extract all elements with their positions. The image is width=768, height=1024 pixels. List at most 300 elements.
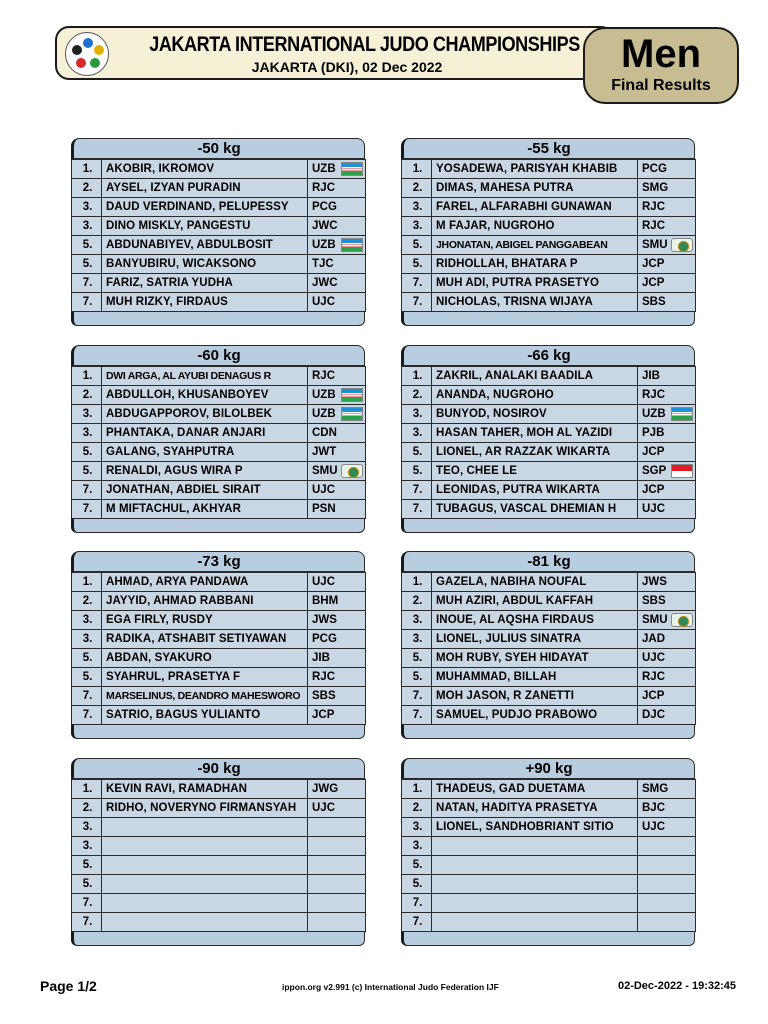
athlete-name-cell (432, 837, 638, 856)
country-cell (638, 687, 696, 706)
table-row (402, 630, 696, 649)
table-row (402, 160, 696, 179)
country-code: PCG (312, 632, 337, 645)
country-cell (308, 160, 366, 179)
country-cell (638, 160, 696, 179)
rank-cell: 5. (402, 255, 432, 274)
gender-title: Men (621, 32, 701, 76)
country-code: PCG (642, 162, 667, 175)
weight-category-title: -60 kg (71, 345, 365, 366)
table-row (72, 706, 366, 725)
country-code: JCP (642, 445, 665, 458)
country-cell (308, 649, 366, 668)
table-row (402, 875, 696, 894)
table-row (402, 236, 696, 255)
athlete-name-cell: RIDHO, NOVERYNO FIRMANSYAH (102, 799, 308, 818)
country-cell (638, 386, 696, 405)
table-row (402, 367, 696, 386)
table-row (402, 611, 696, 630)
results-table (71, 159, 366, 312)
athlete-name-cell: BUNYOD, NOSIROV (432, 405, 638, 424)
athlete-name-cell: GALANG, SYAHPUTRA (102, 443, 308, 462)
athlete-name-cell: MOH JASON, R ZANETTI (432, 687, 638, 706)
rank-cell: 5. (72, 443, 102, 462)
country-cell (308, 198, 366, 217)
ijf-logo-icon (65, 32, 109, 76)
country-code: JWC (312, 276, 338, 289)
table-row (402, 592, 696, 611)
rank-cell: 5. (72, 236, 102, 255)
country-cell (638, 293, 696, 312)
category-block (401, 551, 695, 739)
results-table (401, 366, 696, 519)
country-code: JIB (312, 651, 330, 664)
table-row (72, 500, 366, 519)
country-code: UJC (312, 575, 336, 588)
country-cell (638, 367, 696, 386)
table-row (402, 179, 696, 198)
athlete-name-cell: EGA FIRLY, RUSDY (102, 611, 308, 630)
country-cell (308, 668, 366, 687)
rank-cell: 3. (72, 198, 102, 217)
athlete-name-cell: ABDULLOH, KHUSANBOYEV (102, 386, 308, 405)
rank-cell: 7. (402, 913, 432, 932)
uzb-flag-icon (341, 407, 363, 421)
athlete-name-cell: ZAKRIL, ANALAKI BAADILA (432, 367, 638, 386)
weight-category-title: +90 kg (401, 758, 695, 779)
athlete-name-cell: LIONEL, SANDHOBRIANT SITIO (432, 818, 638, 837)
table-row (72, 649, 366, 668)
country-cell (638, 630, 696, 649)
table-row (402, 481, 696, 500)
table-row (72, 424, 366, 443)
rank-cell: 7. (402, 894, 432, 913)
country-cell (638, 780, 696, 799)
country-cell (638, 179, 696, 198)
rank-cell: 1. (72, 160, 102, 179)
rank-cell: 3. (72, 837, 102, 856)
athlete-name-cell: M MIFTACHUL, AKHYAR (102, 500, 308, 519)
table-row (72, 780, 366, 799)
table-row (72, 443, 366, 462)
country-cell (638, 875, 696, 894)
country-cell (638, 500, 696, 519)
table-row (402, 217, 696, 236)
country-cell (638, 913, 696, 932)
country-cell (638, 198, 696, 217)
country-cell (308, 367, 366, 386)
category-block (71, 551, 365, 739)
gender-badge (583, 27, 739, 104)
country-cell (308, 293, 366, 312)
weight-category-title: -55 kg (401, 138, 695, 159)
country-code: SMU (642, 613, 668, 626)
country-code: JWS (642, 575, 667, 588)
country-cell (308, 481, 366, 500)
rank-cell: 5. (402, 236, 432, 255)
rank-cell: 5. (72, 649, 102, 668)
country-cell (638, 668, 696, 687)
event-subtitle: JAKARTA (DKI), 02 Dec 2022 (251, 59, 443, 75)
country-code: SMU (642, 238, 668, 251)
table-row (402, 668, 696, 687)
table-row (72, 573, 366, 592)
table-row (402, 255, 696, 274)
athlete-name-cell: TEO, CHEE LE (432, 462, 638, 481)
results-table (401, 779, 696, 932)
athlete-name-cell: AHMAD, ARYA PANDAWA (102, 573, 308, 592)
country-code: JCP (642, 483, 665, 496)
table-row (402, 894, 696, 913)
country-cell (308, 611, 366, 630)
country-code: UZB (642, 407, 666, 420)
country-code: RJC (312, 181, 336, 194)
table-row (402, 274, 696, 293)
copyright: ippon.org v2.991 (c) International Judo Federation IJF (282, 982, 499, 992)
country-code: RJC (642, 219, 666, 232)
country-code: SMG (642, 181, 669, 194)
country-cell (308, 630, 366, 649)
country-code: UJC (312, 483, 336, 496)
athlete-name-cell (432, 913, 638, 932)
athlete-name-cell (102, 818, 308, 837)
rank-cell: 7. (72, 481, 102, 500)
athlete-name-cell: DIMAS, MAHESA PUTRA (432, 179, 638, 198)
category-block-footer (401, 519, 695, 533)
rank-cell: 7. (72, 894, 102, 913)
rank-cell: 7. (72, 293, 102, 312)
rank-cell: 3. (72, 424, 102, 443)
table-row (402, 293, 696, 312)
weight-category-title: -66 kg (401, 345, 695, 366)
smu-flag-icon (671, 238, 693, 252)
athlete-name-cell: THADEUS, GAD DUETAMA (432, 780, 638, 799)
rank-cell: 2. (72, 592, 102, 611)
athlete-name-cell: ABDAN, SYAKURO (102, 649, 308, 668)
rank-cell: 1. (72, 367, 102, 386)
country-cell (638, 573, 696, 592)
athlete-name-cell: RADIKA, ATSHABIT SETIYAWAN (102, 630, 308, 649)
rank-cell: 1. (402, 573, 432, 592)
country-code: UJC (312, 295, 336, 308)
category-block-footer (71, 725, 365, 739)
table-row (402, 405, 696, 424)
country-cell (308, 592, 366, 611)
athlete-name-cell: MUH AZIRI, ABDUL KAFFAH (432, 592, 638, 611)
country-cell (638, 236, 696, 255)
table-row (72, 592, 366, 611)
table-row (72, 481, 366, 500)
category-block (401, 758, 695, 946)
country-code: BJC (642, 801, 666, 814)
athlete-name-cell: AKOBIR, IKROMOV (102, 160, 308, 179)
table-row (72, 179, 366, 198)
athlete-name-cell: FAREL, ALFARABHI GUNAWAN (432, 198, 638, 217)
country-code: JWS (312, 613, 337, 626)
rank-cell: 1. (402, 160, 432, 179)
table-row (72, 837, 366, 856)
category-block (71, 345, 365, 533)
table-row (402, 386, 696, 405)
table-row (72, 818, 366, 837)
smu-flag-icon (341, 464, 363, 478)
athlete-name-cell: NATAN, HADITYA PRASETYA (432, 799, 638, 818)
rank-cell: 3. (402, 405, 432, 424)
table-row (72, 217, 366, 236)
rank-cell: 3. (402, 611, 432, 630)
athlete-name-cell: MUHAMMAD, BILLAH (432, 668, 638, 687)
table-row (72, 293, 366, 312)
country-cell (308, 236, 366, 255)
category-block-footer (71, 519, 365, 533)
athlete-name-cell: PHANTAKA, DANAR ANJARI (102, 424, 308, 443)
table-row (402, 799, 696, 818)
weight-category-title: -81 kg (401, 551, 695, 572)
rank-cell: 3. (402, 630, 432, 649)
athlete-name-cell: RIDHOLLAH, BHATARA P (432, 255, 638, 274)
athlete-name-cell: LIONEL, JULIUS SINATRA (432, 630, 638, 649)
table-row (402, 424, 696, 443)
athlete-name-cell: MUH RIZKY, FIRDAUS (102, 293, 308, 312)
athlete-name-cell: SYAHRUL, PRASETYA F (102, 668, 308, 687)
country-code: RJC (642, 388, 666, 401)
country-code: CDN (312, 426, 337, 439)
rank-cell: 5. (402, 668, 432, 687)
rank-cell: 5. (72, 668, 102, 687)
rank-cell: 1. (402, 367, 432, 386)
country-code: UJC (312, 801, 336, 814)
athlete-name-cell (432, 856, 638, 875)
sgp-flag-icon (671, 464, 693, 478)
country-cell (308, 274, 366, 293)
category-block-footer (401, 725, 695, 739)
country-cell (308, 894, 366, 913)
country-code: UJC (642, 502, 666, 515)
table-row (72, 274, 366, 293)
timestamp: 02-Dec-2022 - 19:32:45 (617, 980, 736, 992)
table-row (72, 367, 366, 386)
rank-cell: 7. (402, 481, 432, 500)
category-block (401, 138, 695, 326)
table-row (72, 799, 366, 818)
country-cell (308, 837, 366, 856)
country-code: UZB (312, 238, 336, 251)
uzb-flag-icon (341, 388, 363, 402)
rank-cell: 3. (72, 217, 102, 236)
rank-cell: 3. (402, 198, 432, 217)
table-row (72, 630, 366, 649)
results-table (401, 159, 696, 312)
rank-cell: 7. (72, 913, 102, 932)
rank-cell: 5. (402, 856, 432, 875)
athlete-name-cell: NICHOLAS, TRISNA WIJAYA (432, 293, 638, 312)
athlete-name-cell: FARIZ, SATRIA YUDHA (102, 274, 308, 293)
rank-cell: 1. (72, 573, 102, 592)
weight-category-title: -73 kg (71, 551, 365, 572)
table-row (402, 462, 696, 481)
country-cell (638, 818, 696, 837)
rank-cell: 3. (402, 818, 432, 837)
country-code: SBS (312, 689, 336, 702)
country-cell (638, 894, 696, 913)
country-code: RJC (642, 200, 666, 213)
rank-cell: 2. (402, 592, 432, 611)
athlete-name-cell (102, 894, 308, 913)
country-cell (638, 424, 696, 443)
country-cell (308, 462, 366, 481)
results-type: Final Results (611, 77, 711, 94)
athlete-name-cell: ABDUGAPPOROV, BILOLBEK (102, 405, 308, 424)
table-row (72, 160, 366, 179)
country-cell (308, 818, 366, 837)
athlete-name-cell: LEONIDAS, PUTRA WIKARTA (432, 481, 638, 500)
athlete-name-cell: RENALDI, AGUS WIRA P (102, 462, 308, 481)
athlete-name-cell: GAZELA, NABIHA NOUFAL (432, 573, 638, 592)
rank-cell: 1. (402, 780, 432, 799)
rank-cell: 3. (402, 837, 432, 856)
athlete-name-cell: DAUD VERDINAND, PELUPESSY (102, 198, 308, 217)
table-row (402, 706, 696, 725)
country-cell (308, 217, 366, 236)
table-row (72, 198, 366, 217)
athlete-name-cell: SATRIO, BAGUS YULIANTO (102, 706, 308, 725)
table-row (72, 386, 366, 405)
table-row (72, 913, 366, 932)
country-cell (638, 481, 696, 500)
country-cell (308, 500, 366, 519)
athlete-name-cell: JAYYID, AHMAD RABBANI (102, 592, 308, 611)
rank-cell: 2. (72, 799, 102, 818)
country-code: JWT (312, 445, 337, 458)
rank-cell: 7. (402, 706, 432, 725)
athlete-name-cell: JHONATAN, ABIGEL PANGGABEAN (432, 236, 638, 255)
uzb-flag-icon (341, 238, 363, 252)
country-cell (308, 687, 366, 706)
country-cell (308, 913, 366, 932)
rank-cell: 2. (72, 386, 102, 405)
rank-cell: 2. (402, 179, 432, 198)
table-row (402, 780, 696, 799)
table-row (402, 913, 696, 932)
table-row (402, 500, 696, 519)
country-cell (308, 875, 366, 894)
athlete-name-cell: YOSADEWA, PARISYAH KHABIB (432, 160, 638, 179)
country-code: JCP (642, 689, 665, 702)
table-row (402, 687, 696, 706)
table-row (72, 668, 366, 687)
rank-cell: 7. (72, 500, 102, 519)
rank-cell: 5. (402, 443, 432, 462)
table-row (402, 649, 696, 668)
country-cell (638, 799, 696, 818)
rank-cell: 1. (72, 780, 102, 799)
rank-cell: 3. (72, 611, 102, 630)
rank-cell: 7. (402, 687, 432, 706)
category-block-footer (401, 312, 695, 326)
rank-cell: 5. (72, 462, 102, 481)
country-code: TJC (312, 257, 334, 270)
country-cell (638, 837, 696, 856)
rank-cell: 7. (402, 293, 432, 312)
country-cell (308, 443, 366, 462)
country-code: PCG (312, 200, 337, 213)
rank-cell: 5. (402, 875, 432, 894)
table-row (402, 818, 696, 837)
athlete-name-cell (432, 875, 638, 894)
country-code: SGP (642, 464, 667, 477)
table-row (402, 198, 696, 217)
country-cell (308, 424, 366, 443)
category-block-footer (71, 932, 365, 946)
country-code: RJC (312, 369, 336, 382)
athlete-name-cell (102, 837, 308, 856)
country-code: UZB (312, 162, 336, 175)
athlete-name-cell: ANANDA, NUGROHO (432, 386, 638, 405)
country-code: JAD (642, 632, 666, 645)
rank-cell: 5. (402, 462, 432, 481)
country-cell (308, 255, 366, 274)
country-cell (638, 274, 696, 293)
athlete-name-cell (102, 856, 308, 875)
athlete-name-cell: INOUE, AL AQSHA FIRDAUS (432, 611, 638, 630)
category-block (71, 138, 365, 326)
rank-cell: 3. (402, 217, 432, 236)
category-block (71, 758, 365, 946)
country-cell (638, 443, 696, 462)
rank-cell: 7. (72, 687, 102, 706)
country-code: RJC (642, 670, 666, 683)
country-cell (638, 649, 696, 668)
athlete-name-cell: MOH RUBY, SYEH HIDAYAT (432, 649, 638, 668)
rank-cell: 5. (72, 856, 102, 875)
country-code: PSN (312, 502, 336, 515)
rank-cell: 7. (402, 500, 432, 519)
results-table (71, 779, 366, 932)
country-code: JWG (312, 782, 339, 795)
country-cell (638, 405, 696, 424)
rank-cell: 2. (402, 386, 432, 405)
athlete-name-cell (432, 894, 638, 913)
country-code: JCP (312, 708, 335, 721)
country-code: UJC (642, 820, 666, 833)
results-table (71, 366, 366, 519)
uzb-flag-icon (341, 162, 363, 176)
country-cell (638, 706, 696, 725)
athlete-name-cell: BANYUBIRU, WICAKSONO (102, 255, 308, 274)
category-block (401, 345, 695, 533)
category-block-footer (401, 932, 695, 946)
country-code: RJC (312, 670, 336, 683)
country-cell (638, 592, 696, 611)
athlete-name-cell: MARSELINUS, DEANDRO MAHESWORO (102, 687, 308, 706)
country-cell (308, 856, 366, 875)
rank-cell: 3. (72, 630, 102, 649)
country-code: JCP (642, 257, 665, 270)
rank-cell: 5. (402, 649, 432, 668)
rank-cell: 7. (72, 274, 102, 293)
event-title: JAKARTA INTERNATIONAL JUDO CHAMPIONSHIPS (149, 33, 580, 56)
table-row (72, 462, 366, 481)
athlete-name-cell: SAMUEL, PUDJO PRABOWO (432, 706, 638, 725)
country-cell (308, 780, 366, 799)
smu-flag-icon (671, 613, 693, 627)
country-code: JWC (312, 219, 338, 232)
athlete-name-cell (102, 875, 308, 894)
rank-cell: 3. (72, 405, 102, 424)
country-code: DJC (642, 708, 666, 721)
rank-cell: 3. (402, 424, 432, 443)
country-code: SMG (642, 782, 669, 795)
